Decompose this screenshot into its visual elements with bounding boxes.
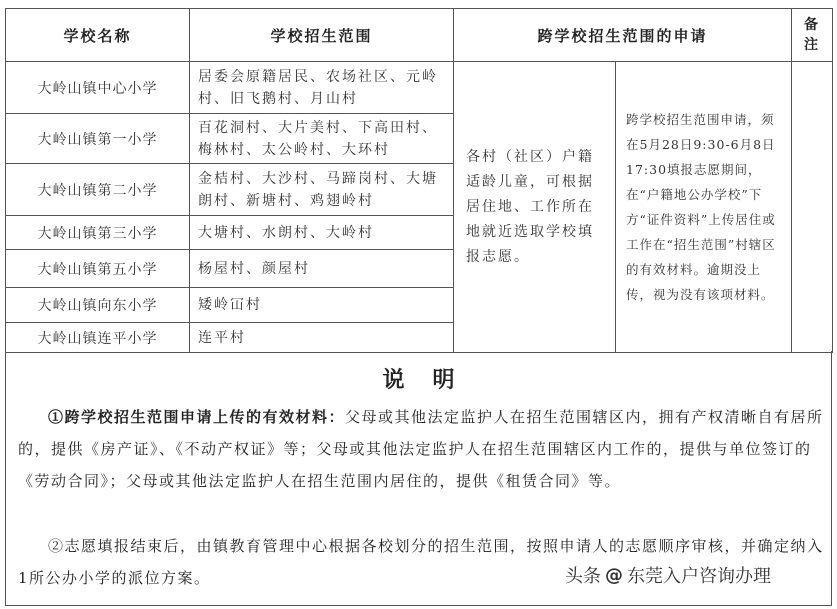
at-icon: @	[605, 564, 623, 586]
table-header-row	[6, 9, 833, 62]
school-name: 大岭山镇第五小学	[6, 250, 190, 288]
school-name: 大岭山镇连平小学	[6, 323, 190, 353]
note-1-heading: ①跨学校招生范围申请上传的有效材料：	[48, 408, 346, 426]
cross-apply: 跨学校招生范围申请，须在5月28日9:30-6月8日17:30填报志愿期间，在“户籍地公办学校”下方“证件资料”上传居住或工作在“招生范围”村辖区的有效材料。逾期没上传，视为没有该项材料。	[616, 62, 792, 353]
school-area: 大塘村、水朗村、大岭村	[190, 216, 454, 250]
table-row	[6, 62, 833, 114]
note-1-text: 父母或其他法定监护人在招生范围辖区内，拥有产权清晰自有居所的，提供《房产证》、《不动产权证》等；父母或其他法定监护人在招生范围辖区内工作的，提供与单位签订的《劳动合同》；父母或其他法定监护人在招生范围内居住的，提供《租赁合同》等。	[18, 408, 824, 490]
school-name: 大岭山镇第一小学	[6, 114, 190, 164]
school-area: 杨屋村、颜屋村	[190, 250, 454, 288]
school-area: 居委会原籍居民、农场社区、元岭村、旧飞鹅村、月山村	[190, 62, 454, 114]
cross-rule: 各村（社区）户籍适龄儿童，可根据居住地、工作所在地就近选取学校填报志愿。	[454, 62, 616, 353]
header-school: 学校名称	[6, 9, 190, 62]
notes-title: 说明	[382, 367, 483, 393]
school-name: 大岭山镇中心小学	[6, 62, 190, 114]
header-cross: 跨学校招生范围的申请	[454, 9, 792, 62]
header-remark: 备注	[792, 9, 833, 62]
school-name: 大岭山镇第三小学	[6, 216, 190, 250]
header-range: 学校招生范围	[190, 9, 454, 62]
school-name: 大岭山镇向东小学	[6, 288, 190, 323]
watermark	[565, 562, 771, 588]
school-area: 百花洞村、大片美村、下高田村、梅林村、太公岭村、大环村	[190, 114, 454, 164]
school-name: 大岭山镇第二小学	[6, 164, 190, 216]
school-area: 连平村	[190, 323, 454, 353]
remark-cell	[792, 62, 833, 353]
school-area: 金桔村、大沙村、马蹄岗村、大塘朗村、新塘村、鸡翅岭村	[190, 164, 454, 216]
enrollment-table	[5, 8, 833, 353]
note-paragraph-2: ②志愿填报结束后，由镇教育管理中心根据各校划分的招生范围，按照申请人的志愿顺序审核，并确定纳入1所公办小学的派位方案。	[18, 537, 824, 587]
school-area: 矮岭冚村	[190, 288, 454, 323]
watermark-handle: 东莞入户咨询办理	[627, 566, 771, 587]
note-paragraph-1	[18, 401, 824, 497]
watermark-platform: 头条	[565, 566, 601, 587]
